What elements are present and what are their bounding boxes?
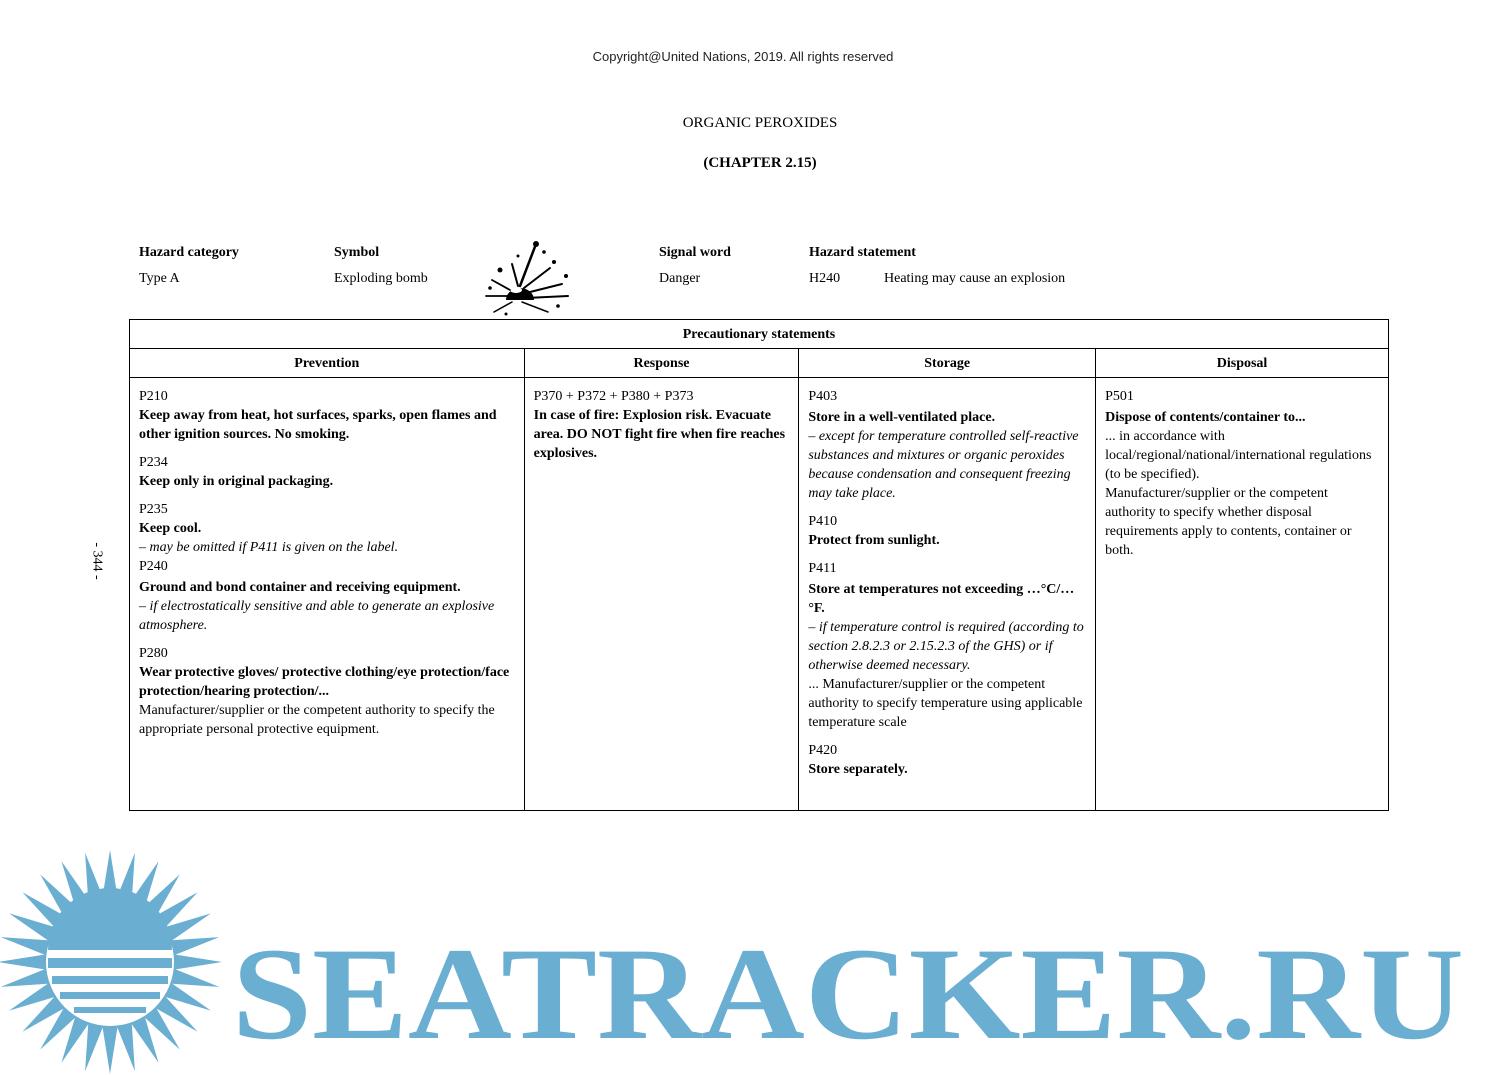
statement-code: P410 xyxy=(808,514,838,529)
statement-code: P370 + P372 + P380 + P373 xyxy=(533,389,694,404)
hazard-code: H240 xyxy=(809,271,841,286)
sun-logo-icon xyxy=(0,850,222,1074)
chapter-subtitle: (CHAPTER 2.15) xyxy=(703,155,817,171)
hazard-category-value: Type A xyxy=(139,271,180,286)
column-header-response: Response xyxy=(524,349,799,378)
statement-text: Protect from sunlight. xyxy=(808,533,940,548)
copyright-notice: Copyright@United Nations, 2019. All rights reserved xyxy=(592,49,894,64)
hazard-statement-text: Heating may cause an explosion xyxy=(884,271,1066,286)
signal-word-value: Danger xyxy=(659,271,701,286)
storage-cell xyxy=(799,378,1096,811)
statement-note: Manufacturer/supplier or the competent authority to specify the appropriate personal protective equipment. xyxy=(139,703,495,737)
statement-code: P240 xyxy=(139,559,168,574)
statement-note: ... in accordance with local/regional/national/international regulations (to be specified). xyxy=(1105,429,1372,482)
precautionary-statements-table xyxy=(129,319,1389,811)
watermark xyxy=(0,850,1486,1075)
signal-word-header: Signal word xyxy=(659,245,731,260)
exploding-bomb-icon xyxy=(478,238,578,316)
statement-condition: – may be omitted if P411 is given on the label. xyxy=(139,540,399,555)
statement-text: Keep only in original packaging. xyxy=(139,474,334,489)
statement-code: P280 xyxy=(139,646,168,661)
statement-code: P420 xyxy=(808,743,838,758)
statement-text: Keep away from heat, hot surfaces, sparks, open flames and other ignition sources. No smoking. xyxy=(139,408,497,442)
response-cell xyxy=(524,378,799,811)
statement-code: P403 xyxy=(808,389,838,404)
statement-text: Ground and bond container and receiving equipment. xyxy=(139,580,461,595)
hazard-statement-header: Hazard statement xyxy=(809,245,916,260)
statement-code: P234 xyxy=(139,455,168,470)
statement-code: P235 xyxy=(139,502,168,517)
symbol-header: Symbol xyxy=(334,245,380,260)
table-title: Precautionary statements xyxy=(130,320,1389,349)
statement-condition: – if electrostatically sensitive and able to generate an explosive atmosphere. xyxy=(139,599,495,633)
statement-note: ... Manufacturer/supplier or the competent authority to specify temperature using applicable temperature scale xyxy=(808,677,1083,730)
column-header-storage: Storage xyxy=(799,349,1096,378)
statement-condition: – except for temperature controlled self-reactive substances and mixtures or organic peroxides because condensation and consequent freezing may take place. xyxy=(808,429,1079,501)
statement-code: P210 xyxy=(139,389,168,404)
symbol-value: Exploding bomb xyxy=(334,271,428,286)
statement-text: Dispose of contents/container to... xyxy=(1105,410,1306,425)
statement-text: Store in a well-ventilated place. xyxy=(808,410,996,425)
statement-note: Manufacturer/supplier or the competent authority to specify whether disposal requirements apply to contents, container or both. xyxy=(1105,486,1352,558)
statement-text: Store at temperatures not exceeding …°C/…°F. xyxy=(808,582,1075,616)
page-number: - 344 - xyxy=(89,542,105,580)
page-title: ORGANIC PEROXIDES xyxy=(682,115,838,131)
statement-text: In case of fire: Explosion risk. Evacuate area. DO NOT fight fire when fire reaches explosives. xyxy=(533,408,786,461)
prevention-cell xyxy=(130,378,525,811)
watermark-text: SEATRACKER.RU xyxy=(232,920,1464,1067)
column-header-disposal: Disposal xyxy=(1096,349,1389,378)
statement-text: Wear protective gloves/ protective clothing/eye protection/face protection/hearing protection/... xyxy=(139,665,510,699)
statement-code: P501 xyxy=(1105,389,1134,404)
disposal-cell xyxy=(1096,378,1389,811)
column-header-prevention: Prevention xyxy=(130,349,525,378)
statement-condition: – if temperature control is required (according to section 2.8.2.3 or 2.15.2.3 of the GHS) or if otherwise deemed necessary. xyxy=(808,620,1084,673)
hazard-category-header: Hazard category xyxy=(139,245,239,260)
statement-text: Store separately. xyxy=(808,762,908,777)
statement-text: Keep cool. xyxy=(139,521,202,536)
statement-code: P411 xyxy=(808,561,837,576)
